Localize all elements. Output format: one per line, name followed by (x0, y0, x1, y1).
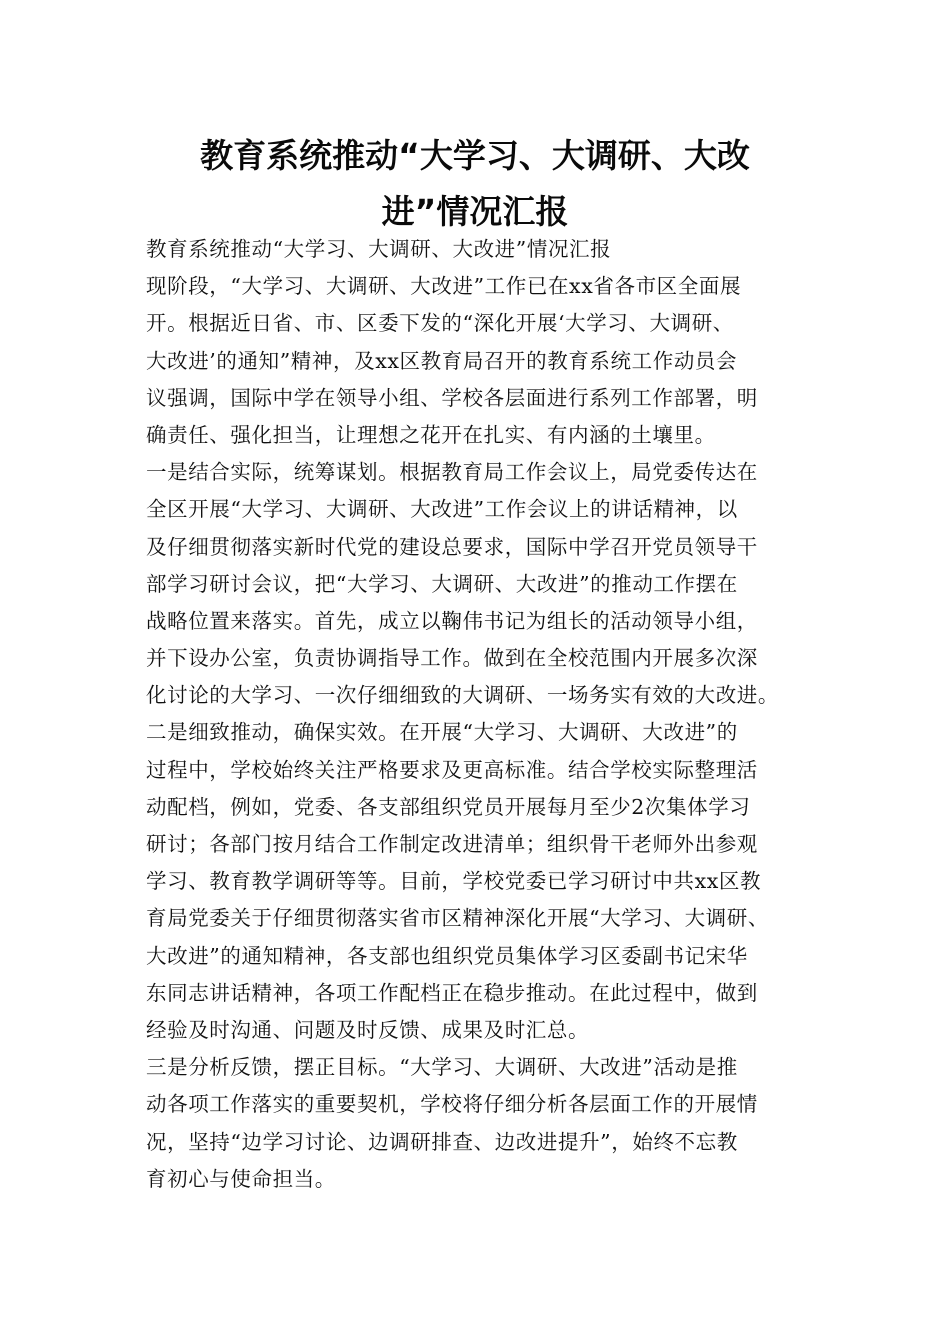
body-line: 化讨论的大学习、一次仔细细致的大调研、一场务实有效的大改进。 (146, 683, 779, 708)
body-line: 过程中，学校始终关注严格要求及更高标准。结合学校实际整理活 (146, 757, 758, 782)
body-line: 研讨；各部门按月结合工作制定改进清单；组织骨干老师外出参观 (146, 832, 758, 856)
body-line: 学习、教育教学调研等等。目前，学校党委已学习研讨中共xx区教 (146, 869, 762, 894)
body-line: 二是细致推动，确保实效。在开展“大学习、大调研、大改进”的 (146, 720, 738, 745)
body-line: 全区开展“大学习、大调研、大改进”工作会议上的讲话精神，以 (146, 497, 738, 522)
body-line: 大改进”的通知精神，各支部也组织党员集体学习区委副书记宋华 (146, 943, 748, 968)
body-line: 育局党委关于仔细贯彻落实省市区精神深化开展“大学习、大调研、 (146, 906, 769, 931)
body-line: 况，坚持“边学习讨论、边调研排查、边改进提升”，始终不忘教 (146, 1129, 738, 1154)
body-line: 现阶段，“大学习、大调研、大改进”工作已在xx省各市区全面展 (146, 274, 742, 299)
body-line: 动各项工作落实的重要契机，学校将仔细分析各层面工作的开展情 (146, 1092, 758, 1117)
body-line: 育初心与使命担当。 (146, 1166, 336, 1191)
body-line: 战略位置来落实。首先，成立以鞠伟书记为组长的活动领导小组， (146, 608, 758, 633)
body-line: 动配档，例如，党委、各支部组织党员开展每月至少2次集体学习 (146, 794, 751, 819)
body-line: 教育系统推动“大学习、大调研、大改进”情况汇报 (146, 237, 612, 261)
body-line: 及仔细贯彻落实新时代党的建设总要求，国际中学召开党员领导干 (146, 534, 758, 559)
body-line: 大改进’的通知”精神，及xx区教育局召开的教育系统工作动员会 (146, 348, 738, 373)
body-line: 议强调，国际中学在领导小组、学校各层面进行系列工作部署，明 (146, 385, 758, 410)
body-line: 东同志讲话精神，各项工作配档正在稳步推动。在此过程中，做到 (146, 980, 758, 1005)
title-line: 进”情况汇报 (381, 192, 569, 231)
body-line: 部学习研讨会议，把“大学习、大调研、大改进”的推动工作摆在 (146, 571, 738, 596)
body-line: 三是分析反馈，摆正目标。“大学习、大调研、大改进”活动是推 (146, 1055, 738, 1080)
body-line: 开。根据近日省、市、区委下发的“深化开展‘大学习、大调研、 (146, 311, 734, 336)
document-body (146, 231, 811, 1198)
body-line: 一是结合实际，统筹谋划。根据教育局工作会议上，局党委传达在 (146, 460, 758, 485)
body-line: 确责任、强化担当，让理想之花开在扎实、有内涵的土壤里。 (146, 422, 716, 447)
body-line: 并下设办公室，负责协调指导工作。做到在全校范围内开展多次深 (146, 646, 758, 671)
document-title (150, 128, 800, 240)
body-line: 经验及时沟通、问题及时反馈、成果及时汇总。 (146, 1017, 590, 1042)
title-line: 教育系统推动“大学习、大调研、大改 (200, 136, 750, 175)
